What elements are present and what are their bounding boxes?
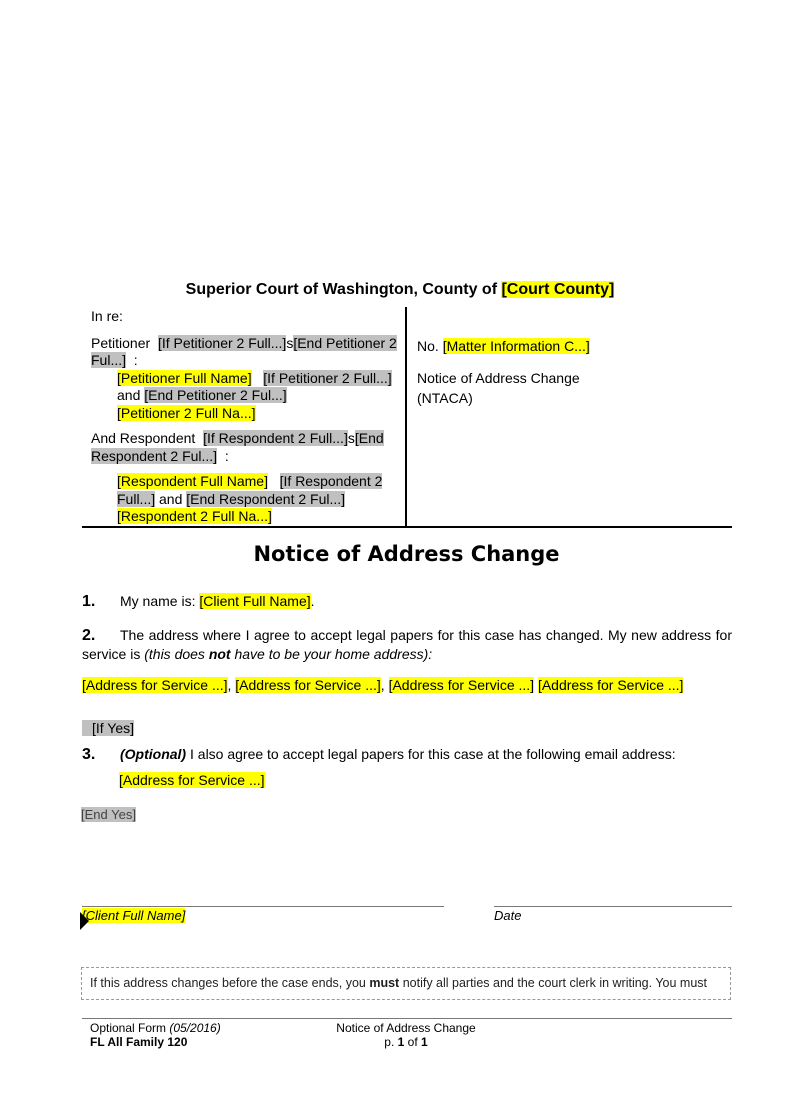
respondent-if-field[interactable]: [If Respondent 2 Full...] xyxy=(203,430,348,446)
item-3-text: I also agree to accept legal papers for this case at the following email address: xyxy=(186,746,676,762)
and-word: and xyxy=(117,387,145,403)
footer-form-date: (05/2016) xyxy=(169,1021,221,1035)
footer-page-number xyxy=(333,1035,479,1049)
item-number: 2. xyxy=(82,627,96,644)
plural-s: s xyxy=(347,430,355,446)
page-prefix: p. xyxy=(384,1035,398,1049)
item-2-note-end: have to be your home address): xyxy=(230,646,433,662)
court-title xyxy=(0,281,800,299)
document-title: Notice of Address Change xyxy=(253,542,560,566)
petitioner-end2-field[interactable]: [End Petitioner 2 Ful...] xyxy=(144,387,287,403)
signature-line xyxy=(82,906,444,907)
petitioner-line xyxy=(91,335,403,370)
court-county-field[interactable]: [Court County] xyxy=(501,281,615,298)
footer-form-info xyxy=(90,1021,221,1049)
item-1-text: My name is: xyxy=(120,593,200,609)
item-2-text: The address where I agree to accept legal papers for this case has changed. My new address for service is xyxy=(82,627,732,662)
address-change-notice xyxy=(81,967,731,1000)
respondent-full-name-field[interactable]: [Respondent Full Name] xyxy=(117,473,268,489)
matter-info-field[interactable]: [Matter Information C...] xyxy=(442,338,590,354)
address-field-2[interactable]: [Address for Service ...] xyxy=(235,677,381,693)
respondent-names xyxy=(117,473,403,526)
item-3 xyxy=(82,746,732,764)
respondent2-full-name-field[interactable]: [Respondent 2 Full Na...] xyxy=(117,508,272,524)
end-yes-field[interactable]: [End Yes] xyxy=(81,807,136,822)
service-address-fields xyxy=(82,676,734,694)
footer-form-prefix: Optional Form xyxy=(90,1021,170,1035)
plural-s: s xyxy=(286,334,294,351)
case-caption-info xyxy=(417,336,717,408)
petitioner-label: Petitioner xyxy=(91,334,151,351)
notice-text-end: notify all parties and the court clerk in writing. You must xyxy=(399,976,708,990)
and-word: and xyxy=(155,490,187,507)
footer-form-id: FL All Family 120 xyxy=(90,1035,188,1049)
petitioner2-full-name-field[interactable]: [Petitioner 2 Full Na...] xyxy=(117,404,256,421)
end-yes-marker xyxy=(81,807,136,822)
notice-emphasis: must xyxy=(369,976,400,990)
period: . xyxy=(310,593,315,609)
address-field-3[interactable]: [Address for Service ...] xyxy=(388,677,535,693)
in-re-label: In re: xyxy=(91,308,123,324)
case-caption-parties xyxy=(91,308,403,526)
respondent-if2-field[interactable]: [If Respondent 2 Full...] xyxy=(117,473,383,507)
client-name-field[interactable]: [Client Full Name] xyxy=(199,593,311,609)
respondent-end2-field[interactable]: [End Respondent 2 Ful...] xyxy=(186,490,346,507)
email-address-line xyxy=(119,772,265,788)
signature-marker-icon xyxy=(80,912,89,930)
respondent-end-field[interactable]: [End Respondent 2 Ful...] xyxy=(91,430,384,464)
petitioner-end-field[interactable]: [End Petitioner 2 Ful...] xyxy=(91,334,397,368)
petitioner-if2-field[interactable]: [If Petitioner 2 Full...] xyxy=(263,369,392,386)
form-title-right: Notice of Address Change xyxy=(417,370,580,386)
optional-label: (Optional) xyxy=(120,746,187,762)
item-2 xyxy=(82,626,732,663)
signature-name xyxy=(82,908,185,923)
court-title-text: Superior Court of Washington, County of xyxy=(185,281,502,298)
petitioner-if-field[interactable]: [If Petitioner 2 Full...] xyxy=(157,334,287,351)
form-code: (NTACA) xyxy=(417,390,473,406)
case-number-label: No. xyxy=(417,338,443,354)
item-number: 1. xyxy=(82,593,96,610)
separator: , xyxy=(380,677,389,693)
item-number: 3. xyxy=(82,746,96,763)
item-2-note: (this does xyxy=(144,646,209,662)
caption-divider xyxy=(405,307,407,527)
page-current: 1 xyxy=(397,1035,405,1049)
item-2-note-emphasis: not xyxy=(208,646,231,662)
page-of: of xyxy=(404,1035,422,1049)
footer-center xyxy=(333,1021,479,1049)
signature-client-name-field[interactable]: [Client Full Name] xyxy=(82,908,186,923)
case-number-line xyxy=(417,336,717,356)
petitioner-full-name-field[interactable]: [Petitioner Full Name] xyxy=(117,369,252,386)
caption-bottom-rule xyxy=(82,526,732,528)
colon: : xyxy=(133,352,138,368)
address-field-4[interactable]: [Address for Service ...] xyxy=(537,677,684,693)
footer-title: Notice of Address Change xyxy=(336,1021,476,1035)
respondent-label: And Respondent xyxy=(91,430,196,446)
petitioner-names xyxy=(117,370,403,423)
if-yes-marker xyxy=(82,720,134,736)
page-total: 1 xyxy=(421,1035,428,1049)
email-address-field[interactable]: [Address for Service ...] xyxy=(119,772,265,788)
colon: : xyxy=(224,447,229,464)
item-1 xyxy=(82,593,732,611)
if-yes-field[interactable]: [If Yes] xyxy=(82,720,134,736)
date-line xyxy=(494,906,732,907)
footer-form-line xyxy=(90,1021,221,1035)
separator: , xyxy=(227,677,236,693)
notice-text: If this address changes before the case ends, you xyxy=(90,976,370,990)
address-field-1[interactable]: [Address for Service ...] xyxy=(82,677,228,693)
date-label: Date xyxy=(494,908,522,923)
respondent-line xyxy=(91,430,403,465)
footer-rule xyxy=(82,1018,732,1019)
